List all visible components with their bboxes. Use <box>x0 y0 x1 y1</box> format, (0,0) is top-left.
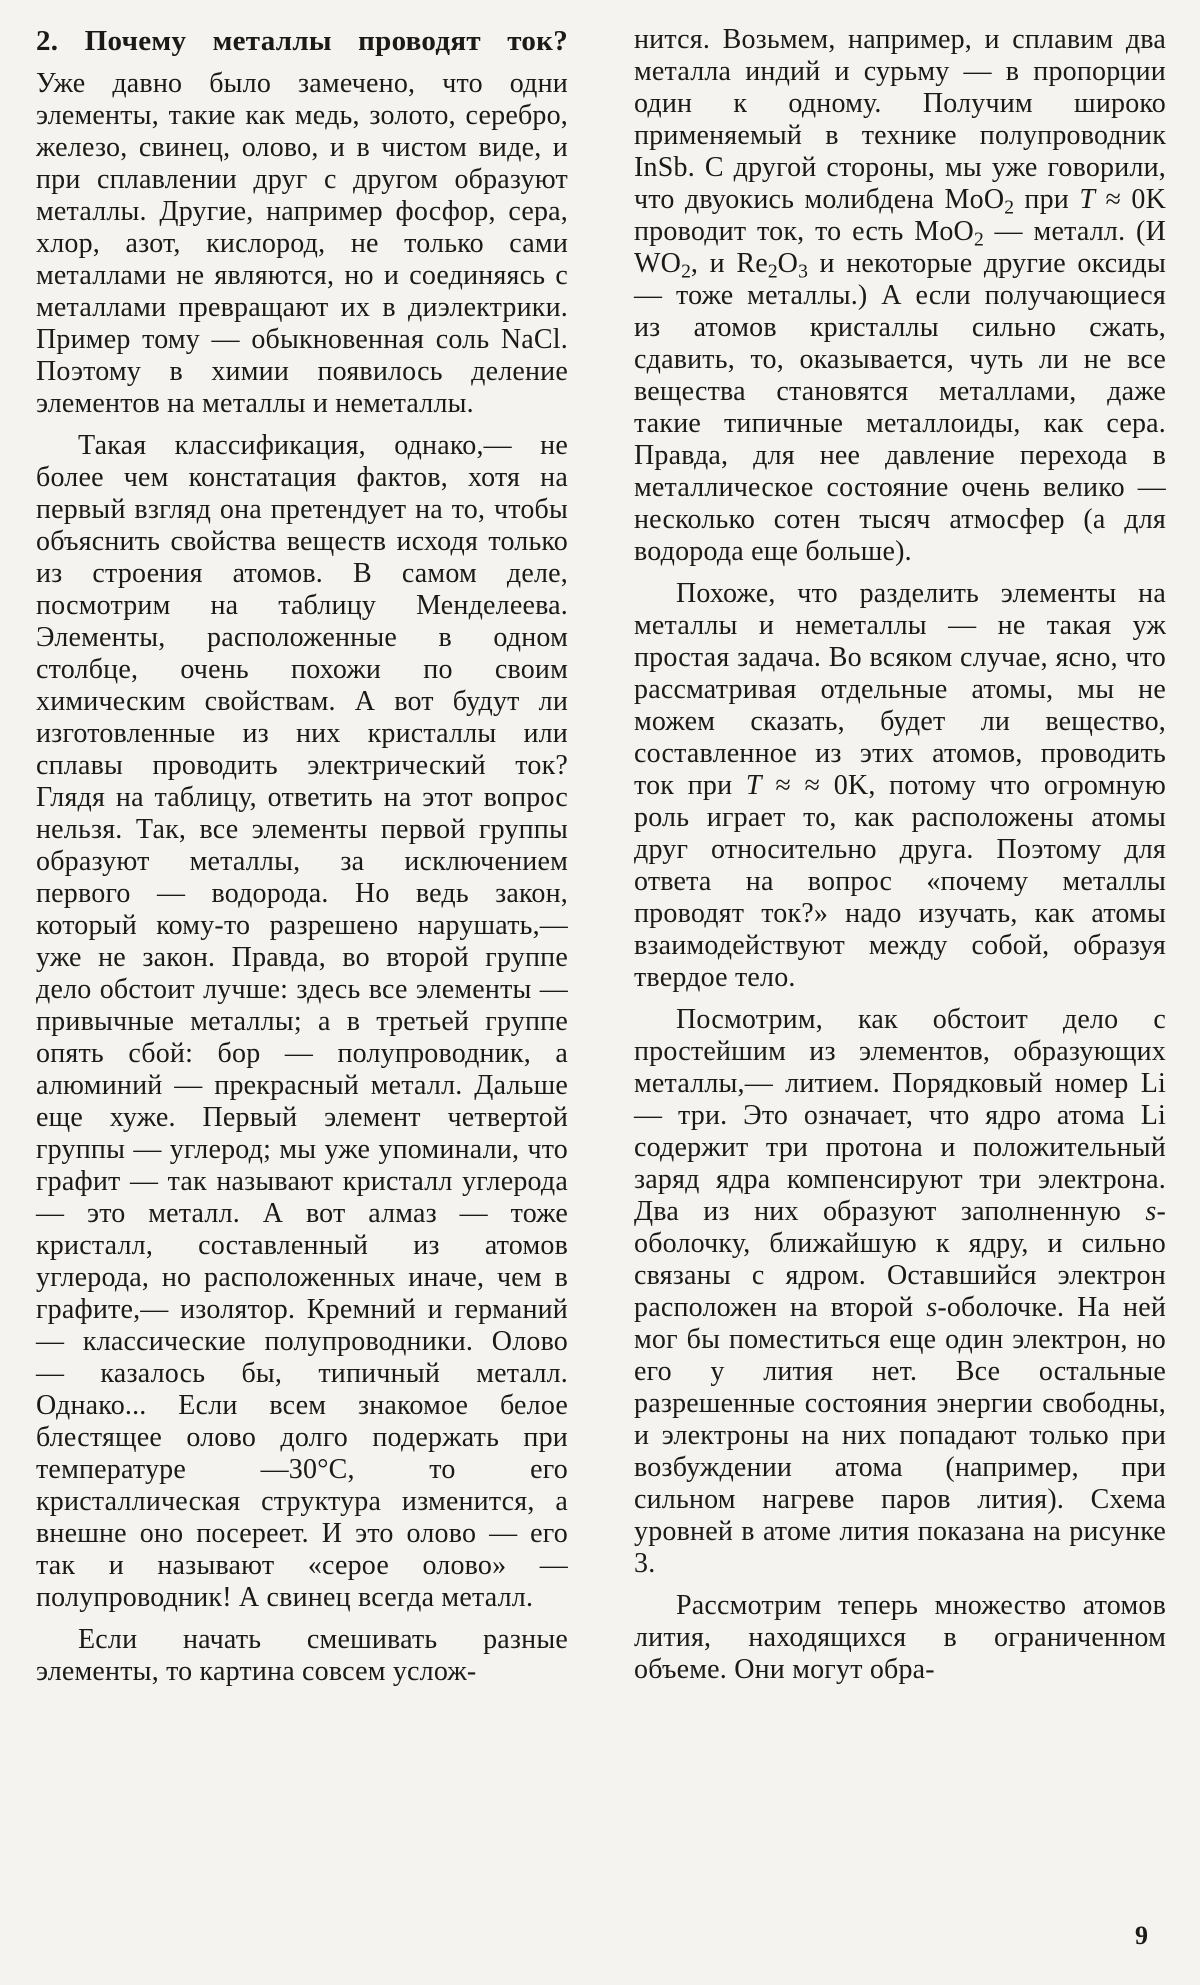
page-number: 9 <box>1135 1921 1148 1950</box>
paragraph: Такая классификация, однако,— не более чем констатация фактов, хотя на первый взгляд она претендует на то, чтобы объяснить свойства веществ исходя только из строения атомов. В самом деле, посмотрим на таблицу Менделеева. Элементы, расположенные в одном столбце, очень похожи по своим химическим свойствам. А вот будут ли изготовленные из них кристаллы или сплавы проводить электрический ток? Глядя на таблицу, ответить на этот вопрос нельзя. Так, все элементы первой группы образуют металлы, за исключением первого — водорода. Но ведь закон, который кому-то разрешено нарушать,—уже не закон. Правда, во второй группе дело обстоит лучше: здесь все элементы — привычные металлы; а в третьей группе опять сбой: бор — полупроводник, а алюминий — прекрасный металл. Дальше еще хуже. Первый элемент четвертой группы — углерод; мы уже упоминали, что графит — так называют кристалл углерода — это металл. А вот алмаз — тоже кристалл, составленный из атомов углерода, но расположенных иначе, чем в графите,— изолятор. Кремний и германий — классические полупроводники. Олово — казалось бы, типичный металл. Однако... Если всем знакомое белое блестящее олово долго подержать при температуре —30°C, то его кристаллическая структура изменится, а внешне оно посереет. И это олово — его так и называют «серое олово» — полупроводник! А свинец всегда металл. <box>36 430 568 1613</box>
paragraph: Если начать смешивать разные элементы, то картина совсем услож- <box>36 1624 568 1687</box>
right-column <box>634 24 1166 1688</box>
section-heading: 2. Почему металлы проводят ток? <box>36 25 568 57</box>
paragraph: Похоже, что разделить элементы на металлы и неметаллы — не такая уж простая задача. Во всяком случае, ясно, что рассматривая отдельные атомы, мы не можем сказать, будет ли вещество, составленное из этих атомов, проводить ток при T ≈ ≈ 0K, потому что огромную роль играет то, как расположены атомы друг относительно друга. Поэтому для ответа на вопрос «почему металлы проводят ток?» надо изучать, как атомы взаимодействуют между собой, образуя твердое тело. <box>634 578 1166 993</box>
paragraph: нится. Возьмем, например, и сплавим два металла индий и сурьму — в пропорции один к одному. Получим широко применяемый в технике полупроводник InSb. С другой стороны, мы уже говорили, что двуокись молибдена MoO$_2$ при T ≈ 0K проводит ток, то есть MoO$_2$ — металл. (И $WO_2$, и $Re_2O_3$ и некоторые другие оксиды — тоже металлы.) А если получающиеся из атомов кристаллы сильно сжать, сдавить, то, оказывается, чуть ли не все вещества становятся металлами, даже такие типичные металлоиды, как сера. Правда, для нее давление перехода в металлическое состояние очень велико — несколько сотен тысяч атмосфер (а для водорода еще больше). <box>634 24 1167 567</box>
paragraph: Уже давно было замечено, что одни элементы, такие как медь, золото, серебро, железо, свинец, олово, и в чистом виде, и при сплавлении друг с другом образуют металлы. Другие, например фосфор, сера, хлор, азот, кислород, не только сами металлами не являются, но и соединяясь с металлами превращают их в диэлектрики. Пример тому — обыкновенная соль NaCl. Поэтому в химии появилось деление элементов на металлы и неметаллы. <box>36 68 568 419</box>
paragraph: Рассмотрим теперь множество атомов лития, находящихся в ограниченном объеме. Они могут обра- <box>634 1590 1166 1685</box>
paragraph: Посмотрим, как обстоит дело с простейшим из элементов, образующих металлы,— литием. Порядковый номер Li — три. Это означает, что ядро атома Li содержит три протона и положительный заряд ядра компенсируют три электрона. Два из них образуют заполненную s-оболочку, ближайшую к ядру, и сильно связаны с ядром. Оставшийся электрон расположен на второй s-оболочке. На ней мог бы поместиться еще один электрон, но его у лития нет. Все остальные разрешенные состояния энергии свободны, и электроны на них попадают только при возбуждении атома (например, при сильном нагреве паров лития). Схема уровней в атоме лития показана на рисунке 3. <box>634 1004 1167 1579</box>
left-column <box>36 24 568 1688</box>
